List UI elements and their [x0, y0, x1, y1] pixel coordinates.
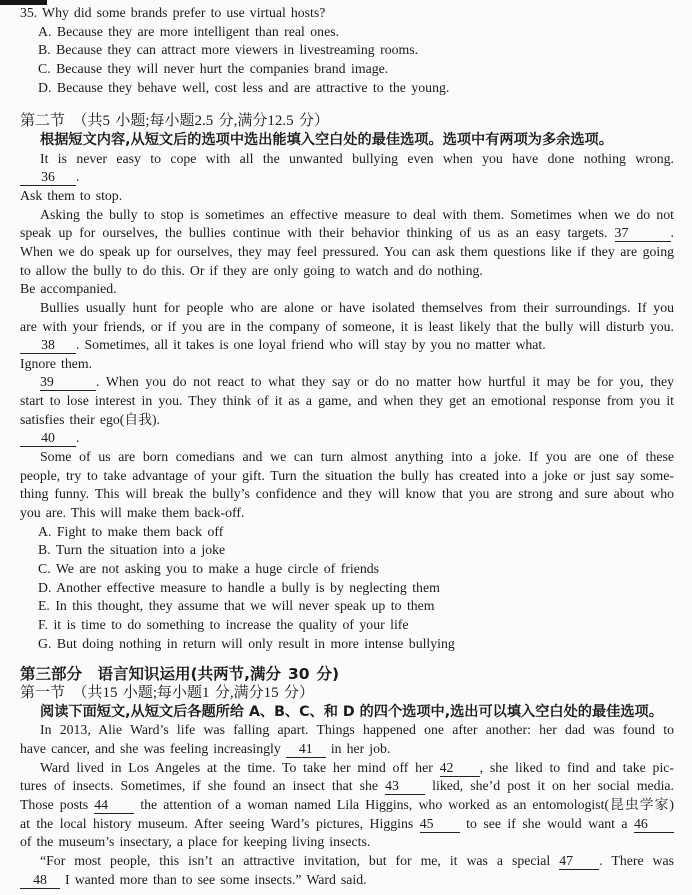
- option-35-b: B. Because they can attract more viewers in livestreaming rooms.: [38, 42, 419, 58]
- passage-line: satisfies their ego(自我).: [20, 411, 160, 427]
- passage-line: are with your friends, or if you are in the company of someone, it is least likely that the bully will disturb you.: [20, 318, 674, 334]
- passage-line: 48 I wanted more than to see some insects.” Ward said.: [20, 871, 674, 890]
- passage-line: Asking the bully to stop is sometimes an effective measure to deal with them. Sometimes when we do not: [40, 206, 674, 222]
- passage-line: Ward lived in Los Angeles at the time. To take her mind off her 42 , she liked to find and take pic-: [40, 759, 674, 775]
- spacer: [0, 653, 692, 665]
- passage-line: In 2013, Alie Ward’s life was falling apart. Things happened one after another: her dad was found to: [40, 722, 674, 738]
- passage-line: start to lose interest in you. They think of it as a game, and when they get an emotional response from you it: [20, 393, 674, 409]
- option-35-d: D. Because they behave well, cost less and are attractive to the young.: [38, 79, 450, 95]
- passage-line: Ignore them.: [20, 355, 93, 371]
- passage-line: When we do speak up for ourselves, they may feel pressured. You can ask them questions like if they are going: [20, 243, 674, 259]
- passage-line: It is never easy to cope with all the unwanted bullying even when you have done nothing wrong.: [40, 150, 674, 166]
- blank-41: 41: [286, 741, 326, 758]
- option-35-c: C. Because they will never hurt the companies brand image.: [38, 60, 389, 76]
- passage-line: Bullies usually hunt for people who are alone or have isolated themselves from their surroundings. If you: [40, 299, 674, 315]
- blank-46: 46: [634, 816, 674, 833]
- option-cloze-a: A. Fight to make them back off: [38, 523, 224, 539]
- option-cloze-g: G. But doing nothing in return will only result in more intense bullying: [38, 635, 455, 651]
- passage-line: have cancer, and she was feeling increasingly 41 in her job.: [20, 740, 391, 756]
- blank-40: 40: [20, 430, 76, 447]
- section-1-instructions: 阅读下面短文,从短文后各题所给 A、B、C、和 D 的四个选项中,选出可以填入空白处的最佳选项。: [40, 703, 663, 720]
- option-35-a: A. Because they are more intelligent than real ones.: [38, 23, 340, 39]
- section-1-heading: 第一节 （共15 小题;每小题1 分,满分15 分）: [20, 684, 314, 701]
- blank-39: 39: [40, 374, 96, 391]
- passage-line: you are. This will make them back-off.: [20, 505, 245, 521]
- blank-line-36: 36 .: [20, 168, 674, 187]
- passage-line: tures of insects. Sometimes, if she found an insect that she 43 liked, she’d post it on her social media.: [20, 778, 674, 794]
- section-2-heading: 第二节 （共5 小题;每小题2.5 分,满分12.5 分）: [20, 113, 329, 130]
- passage-line: Ask them to stop.: [20, 187, 123, 203]
- spacer: [0, 97, 692, 112]
- passage-line: 38 . Sometimes, all it takes is one loyal friend who will stay by you no matter what.: [20, 336, 674, 355]
- part-3-heading: 第三部分 语言知识运用(共两节,满分 30 分): [20, 665, 340, 684]
- option-cloze-c: C. We are not asking you to make a huge circle of friends: [38, 561, 380, 577]
- blank-44: 44: [94, 797, 134, 814]
- passage-line: speak up for ourselves, the bullies continue with their behavior thinking of us as an easy targets. 37 .: [20, 225, 674, 241]
- blank-43: 43: [385, 778, 425, 795]
- blank-38: 38: [20, 337, 76, 354]
- question-35: 35. Why did some brands prefer to use virtual hosts?: [20, 5, 326, 20]
- option-cloze-d: D. Another effective measure to handle a bully is by neglecting them: [38, 579, 440, 595]
- document-page: [0, 4, 692, 889]
- passage-line: Be accompanied.: [20, 281, 117, 297]
- passage-line: at the local history museum. After seeing Ward’s pictures, Higgins 45 to see if she would want a 46: [20, 815, 674, 834]
- option-cloze-f: F. it is time to do something to increase the quality of your life: [38, 617, 409, 632]
- blank-line-40: 40 .: [20, 429, 674, 448]
- blank-42: 42: [440, 760, 480, 777]
- option-cloze-e: E. In this thought, they assume that we will never speak up to them: [38, 598, 435, 614]
- passage-line: 39 . When you do not react to what they say or do no matter how hurtful it may be for you, they: [40, 374, 674, 390]
- passage-line: to allow the bully to do this. Or if they are only going to watch and do nothing.: [20, 262, 483, 278]
- passage-line: people, try to take advantage of your gift. Turn the situation the bully has created into a joke or just say some-: [20, 467, 674, 483]
- blank-36: 36: [20, 169, 76, 186]
- section-2-instructions: 根据短文内容,从短文后的选项中选出能填入空白处的最佳选项。选项中有两项为多余选项。: [40, 131, 613, 148]
- passage-line: Some of us are born comedians and we can turn almost anything into a joke. If you are one of these: [40, 449, 674, 465]
- blank-47: 47: [559, 853, 599, 870]
- blank-37: 37: [615, 225, 671, 242]
- blank-45: 45: [420, 816, 460, 833]
- passage-line: thing funny. This will break the bully’s confidence and they will know that you are strong and sure about who: [20, 486, 674, 502]
- passage-line: of the museum’s insectary, a place for keeping living insects.: [20, 834, 371, 850]
- passage-line: Those posts 44 the attention of a woman named Lila Higgins, who worked as an entomologist(昆虫学家): [20, 796, 674, 812]
- blank-48: 48: [20, 872, 60, 889]
- passage-line: “For most people, this isn’t an attractive invitation, but for me, it was a special 47 . There was: [40, 852, 674, 868]
- option-cloze-b: B. Turn the situation into a joke: [38, 542, 226, 558]
